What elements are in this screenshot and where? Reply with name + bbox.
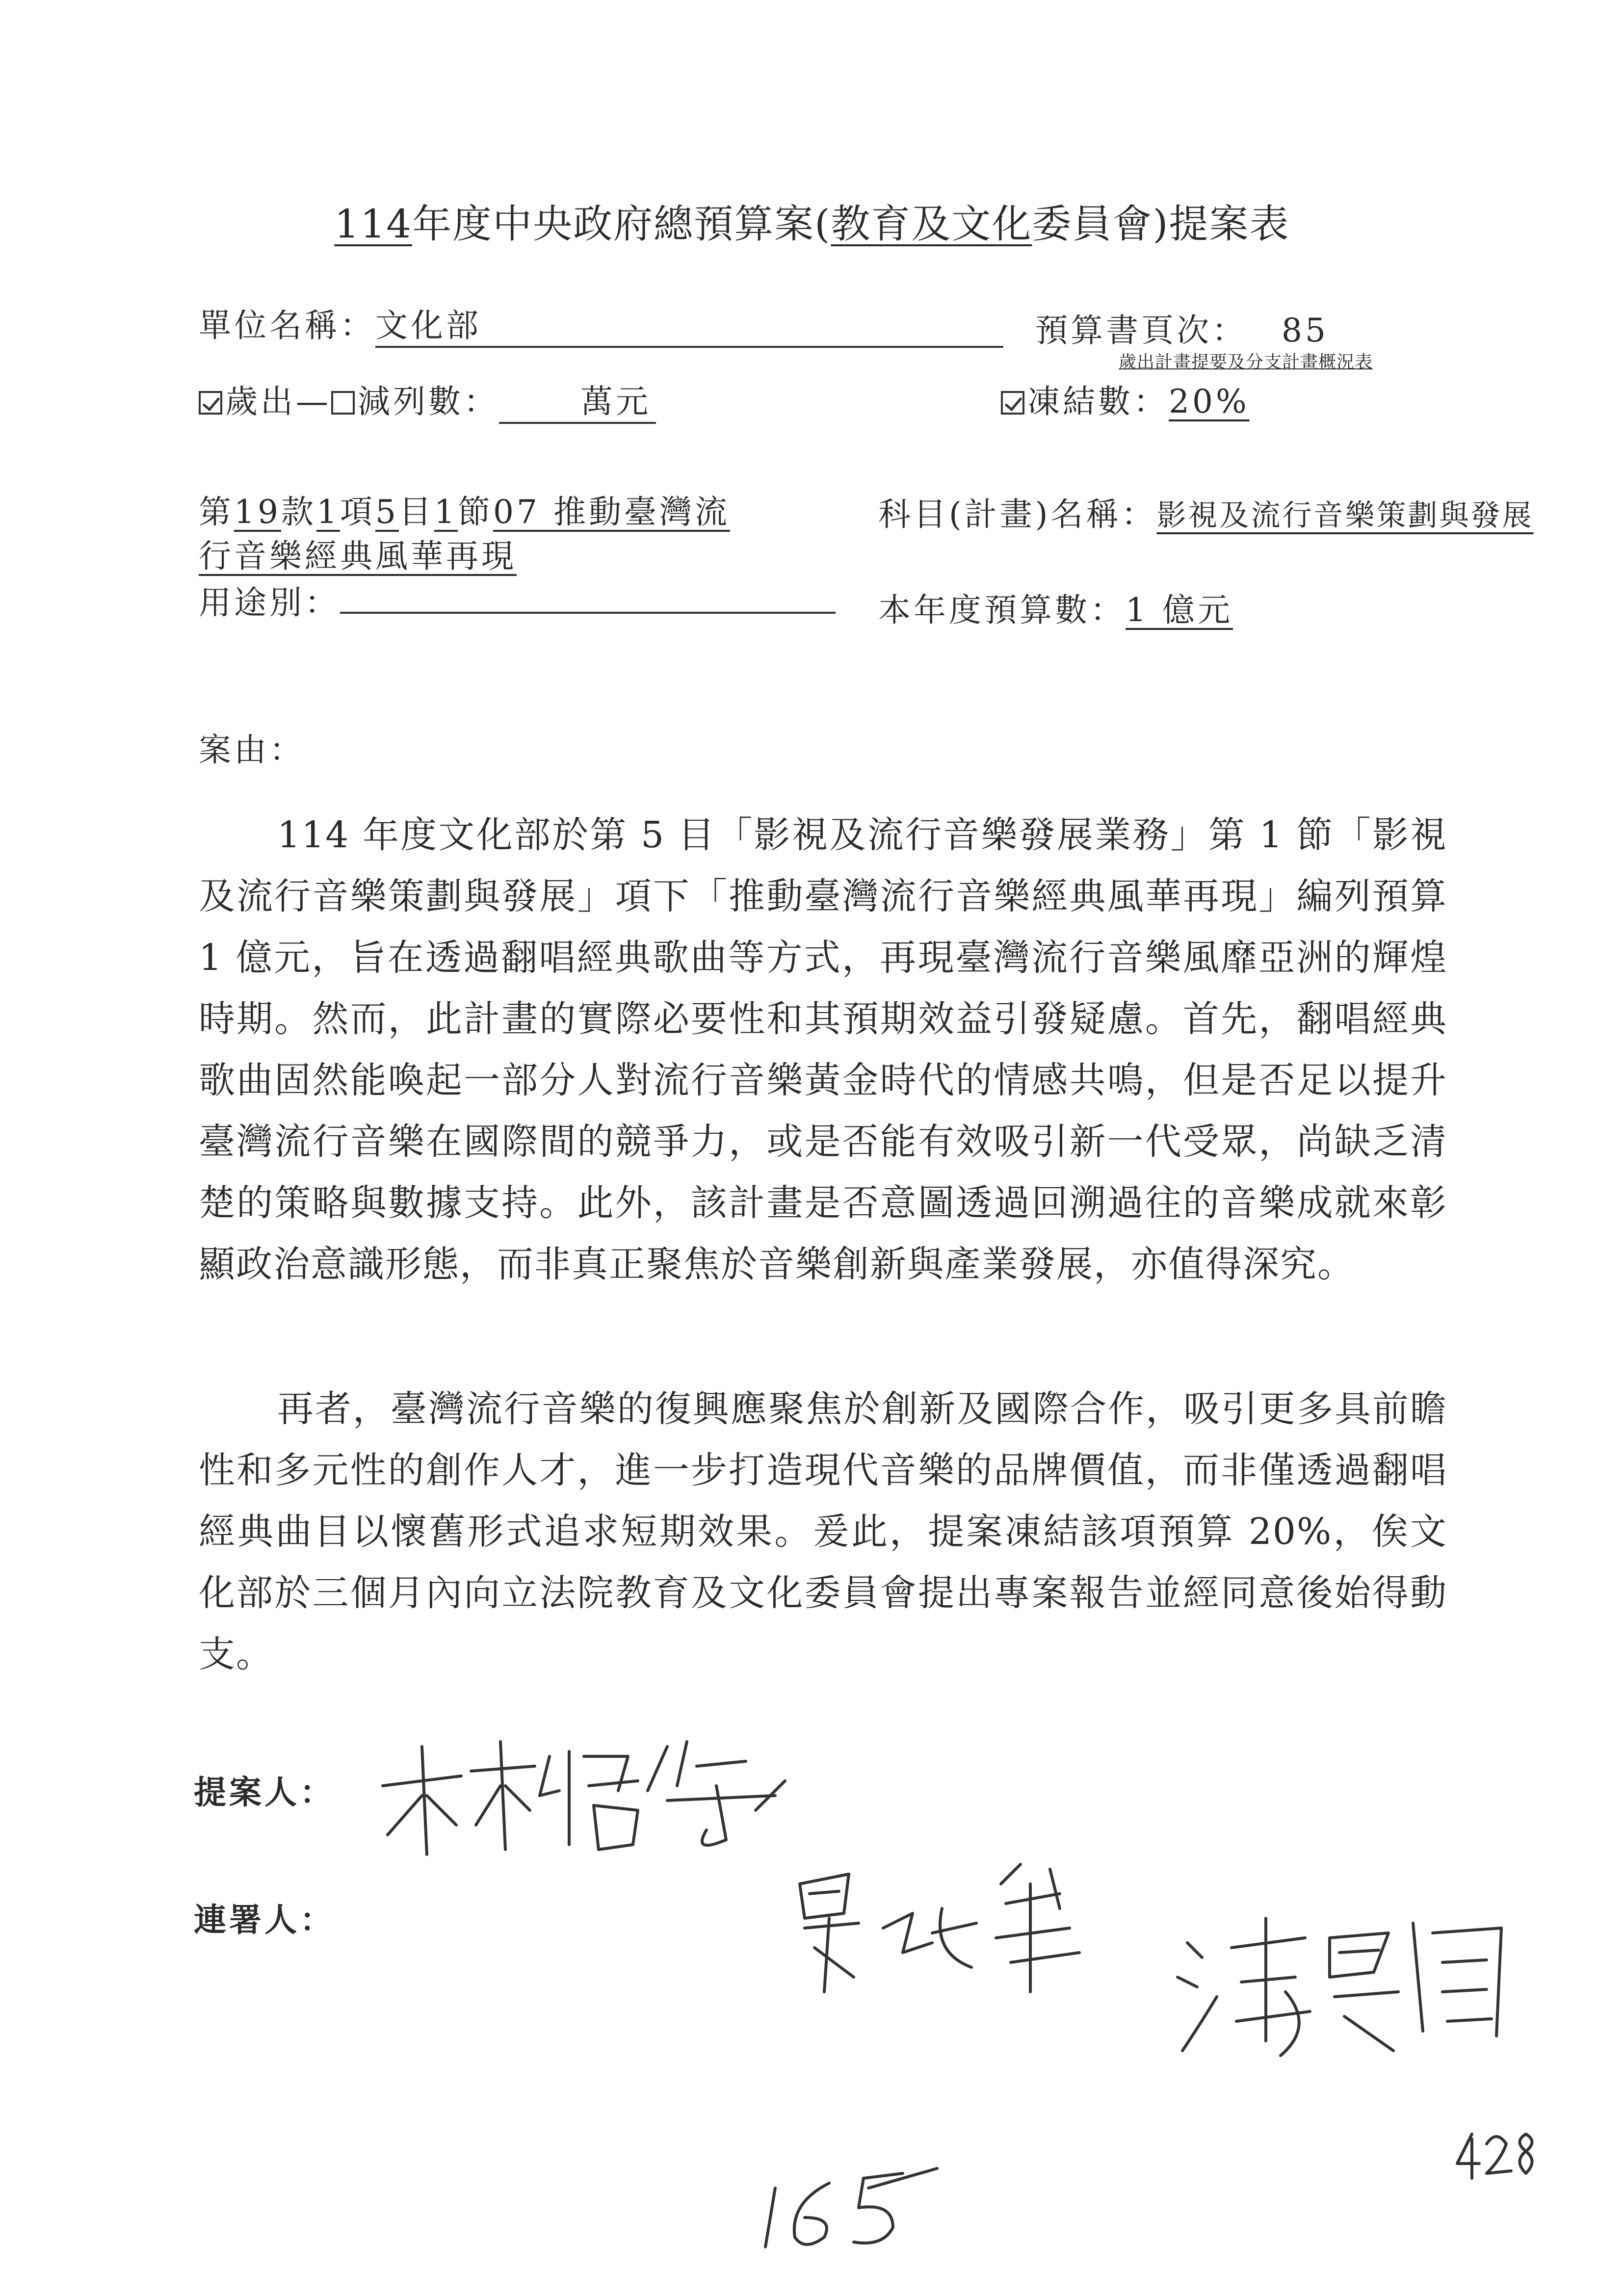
unit-row: [199, 299, 1003, 348]
item-xiang: 1: [316, 493, 340, 531]
subject-label: 科目(計畫)名稱：: [878, 496, 1157, 533]
budget-page-label: 預算書頁次：: [1035, 312, 1247, 349]
budget-page-note: 歲出計畫提要及分支計畫概況表: [1119, 352, 1373, 372]
item-prefix: 第: [199, 493, 234, 531]
title-year: 114: [334, 201, 413, 247]
item-plan-line1: 07 推動臺灣流: [493, 493, 730, 531]
budget-page-value: 85: [1282, 312, 1329, 349]
title-committee: 教育及文化: [831, 201, 1032, 247]
expenditure-label-b: 減列數：: [358, 383, 499, 420]
proposer-label: 提案人：: [194, 1773, 335, 1811]
unit-value: 文化部: [375, 307, 481, 344]
proposer-signature: [373, 1727, 805, 1874]
cosigner-label: 連署人：: [194, 1901, 335, 1939]
reduce-checkbox: [331, 391, 355, 415]
item-row: [199, 486, 730, 532]
annual-budget-row: [878, 584, 1233, 630]
freeze-row: [1001, 375, 1250, 422]
item-xiang-label: 項: [340, 493, 375, 531]
expenditure-value-line: [499, 375, 656, 424]
item-row-2: [199, 530, 517, 576]
unit-label: 單位名稱：: [199, 307, 375, 344]
reason-paragraph-1: 114 年度文化部於第 5 目「影視及流行音樂發展業務」第 1 節「影視及流行音樂策劃與發展」項下「推動臺灣流行音樂經典風華再現」編列預算 1 億元，旨在透過翻唱經典歌曲等方式，再現臺灣流行音樂風靡亞洲的輝煌時期。然而，此計畫的實際必要性和其預期效益引發疑慮。首先，翻唱經典歌曲固然能喚起一部分人對流行音樂黃金時代的情感共鳴，但是否足以提升臺灣流行音樂在國際間的競爭力，或是否能有效吸引新一代受眾，尚缺乏清楚的策略與數據支持。此外，該計畫是否意圖透過回溯過往的音樂成就來彰顯政治意識形態，而非真正聚焦於音樂創新與產業發展，亦值得深究。: [199, 814, 1447, 1285]
freeze-value: 20%: [1169, 383, 1250, 420]
reason-paragraph-2: 再者，臺灣流行音樂的復興應聚焦於創新及國際合作，吸引更多具前瞻性和多元性的創作人才，進一步打造現代音樂的品牌價值，而非僅透過翻唱經典曲目以懷舊形式追求短期效果。爰此，提案凍結該項預算 20%，俟文化部於三個月內向立法院教育及文化委員會提出專案報告並經同意後始得動支。: [199, 1388, 1447, 1675]
item-plan-line2: 行音樂經典風華再現: [199, 537, 517, 575]
handwritten-number-428: [1452, 2124, 1541, 2183]
freeze-checkbox: [1001, 391, 1024, 415]
item-kuan: 19: [234, 493, 281, 531]
annual-budget-value: 1 億元: [1126, 591, 1233, 629]
expenditure-value: 萬元: [580, 383, 651, 420]
handwritten-page-number-165: [756, 2159, 942, 2257]
usage-row: [199, 576, 836, 623]
annual-budget-label: 本年度預算數：: [878, 591, 1126, 629]
cosigner-signature-1: [785, 1854, 1128, 2016]
expenditure-checkbox: [199, 391, 222, 415]
item-mu-label: 目: [398, 493, 434, 531]
reason-label: 案由：: [199, 731, 305, 769]
cosigner-signature-2: [1168, 1904, 1511, 2070]
title-part1: 年度中央政府總預算案(: [412, 201, 831, 247]
unit-value-line: [375, 299, 1003, 348]
budget-page-row: [1035, 304, 1329, 351]
expenditure-label-a: 歲出—: [225, 383, 331, 420]
item-mu: 5: [375, 493, 399, 531]
item-kuan-label: 款: [281, 493, 316, 531]
subject-row: [878, 488, 1534, 535]
page-title: [0, 192, 1624, 249]
title-part2: 委員會)提案表: [1032, 201, 1290, 247]
item-jie: 1: [434, 493, 458, 531]
usage-value-line: [340, 582, 836, 614]
item-jie-label: 節: [457, 493, 493, 531]
subject-value: 影視及流行音樂策劃與發展: [1156, 498, 1534, 533]
usage-label: 用途別：: [199, 584, 340, 622]
expenditure-row: [199, 375, 656, 424]
freeze-label: 凍結數：: [1027, 383, 1169, 420]
